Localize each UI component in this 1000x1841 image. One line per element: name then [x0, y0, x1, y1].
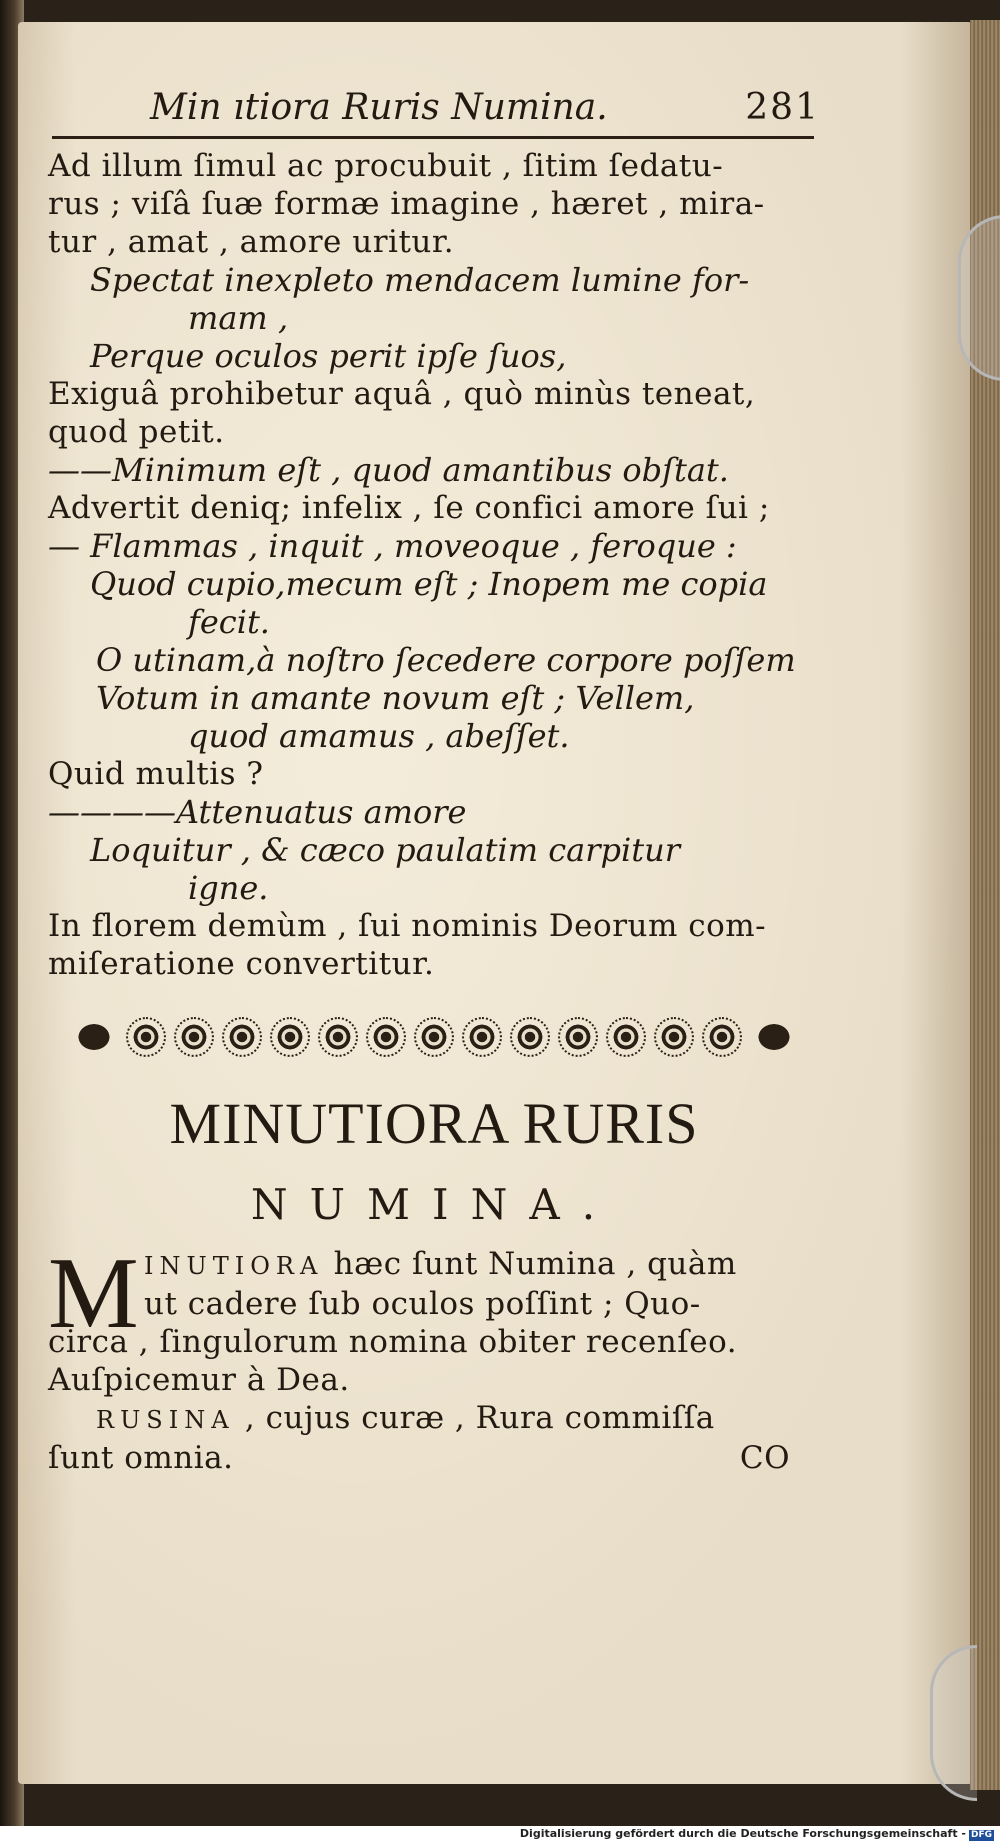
- text-line: Advertit deniq; infelix , ſe confici amore ſui ;: [48, 490, 770, 526]
- text-line: Ad illum ſimul ac procubuit , ſitim ſedatu-: [48, 148, 724, 184]
- rosette-icon: [558, 1017, 598, 1057]
- text-line: quod petit.: [48, 414, 225, 450]
- verse-and-prose-block: [48, 147, 820, 983]
- text-line: rus ; viſâ ſuæ formæ imagine , hæret , mira-: [48, 186, 765, 222]
- credit-text: Digitalisierung gefördert durch die Deutsche Forschungsgemeinschaft -: [519, 1827, 966, 1840]
- fleuron-left-icon: [70, 1017, 118, 1057]
- page-clip-bottom: [930, 1645, 977, 1801]
- rosette-icon: [270, 1017, 310, 1057]
- rosette-icon: [462, 1017, 502, 1057]
- opening-paragraph: [48, 1237, 820, 1399]
- text-line: ————Attenuatus amore: [48, 793, 467, 831]
- drop-capital: M: [48, 1237, 139, 1350]
- running-head-title: Min ıtiora Ruris Numina.: [150, 87, 608, 128]
- header-rule: [52, 136, 814, 139]
- rosette-icon: [318, 1017, 358, 1057]
- ornamental-band: [48, 1015, 820, 1059]
- rosette-icon: [174, 1017, 214, 1057]
- text-line: ——Minimum eſt , quod amantibus obſtat.: [48, 451, 729, 489]
- last-line: [48, 1439, 820, 1477]
- fleuron-right-icon: [750, 1017, 798, 1057]
- rosette-icon: [606, 1017, 646, 1057]
- text-line: Loquitur , & cæco paulatim carpitur: [90, 831, 681, 869]
- text-line: In florem demùm , ſui nominis Deorum com-: [48, 908, 767, 944]
- text-line: fecit.: [188, 603, 270, 641]
- page-number: 281: [745, 87, 820, 128]
- paragraph-line: [48, 1399, 820, 1439]
- text-line: quod amamus , abeſſet.: [188, 717, 570, 755]
- text-line: igne.: [188, 869, 269, 907]
- text-line: Exiguâ prohibetur aquâ , quò minùs teneat,: [48, 376, 756, 412]
- rosette-icon: [126, 1017, 166, 1057]
- text-line: Perque oculos perit ipſe ſuos,: [90, 337, 567, 375]
- text-line: Spectat inexpleto mendacem lumine for-: [90, 261, 750, 299]
- text-line: miſeratione convertitur.: [48, 946, 435, 982]
- text-line: — Flammas , inquit , moveoque , feroque :: [48, 527, 737, 565]
- rosette-icon: [654, 1017, 694, 1057]
- line-text: , cujus curæ , Rura commiſſa: [234, 1400, 715, 1436]
- rosette-icon: [222, 1017, 262, 1057]
- small-caps-word: INUTIORA: [144, 1252, 324, 1280]
- text-line: O utinam,à noſtro ſecedere corpore poſſem: [96, 641, 796, 679]
- text-line: Votum in amante novum eſt ; Vellem,: [96, 679, 695, 717]
- digitization-credit: [520, 1826, 994, 1841]
- rosette-icon: [510, 1017, 550, 1057]
- rosette-icon: [702, 1017, 742, 1057]
- catchword: CO: [739, 1440, 790, 1476]
- small-caps-word: RUSINA: [96, 1406, 235, 1434]
- paragraph-line: Auſpicemur à Dea.: [48, 1362, 350, 1398]
- rosette-icon: [366, 1017, 406, 1057]
- paragraph-line: ut cadere ſub oculos poſſint ; Quo-: [144, 1286, 701, 1322]
- text-line: Quid multis ?: [48, 756, 264, 792]
- dfg-logo: DFG: [970, 1830, 992, 1840]
- rosette-icon: [414, 1017, 454, 1057]
- text-line: Quod cupio,mecum eſt ; Inopem me copia: [90, 565, 768, 603]
- page-text-block: [48, 86, 820, 1477]
- section-subtitle: NUMINA.: [250, 1180, 618, 1229]
- text-line: tur , amat , amore uritur.: [48, 224, 455, 260]
- running-header: [48, 86, 820, 130]
- line-text: hæc ſunt Numina , quàm: [323, 1246, 737, 1282]
- paragraph-line: [48, 1245, 820, 1285]
- text-line: mam ,: [188, 299, 289, 337]
- paragraph-line: ſunt omnia.: [48, 1440, 234, 1476]
- section-title: MINUTIORA RURIS: [169, 1091, 699, 1156]
- page-clip-top: [958, 215, 1000, 381]
- paragraph-line: circa , ſingulorum nomina obiter recenſeo.: [48, 1324, 738, 1360]
